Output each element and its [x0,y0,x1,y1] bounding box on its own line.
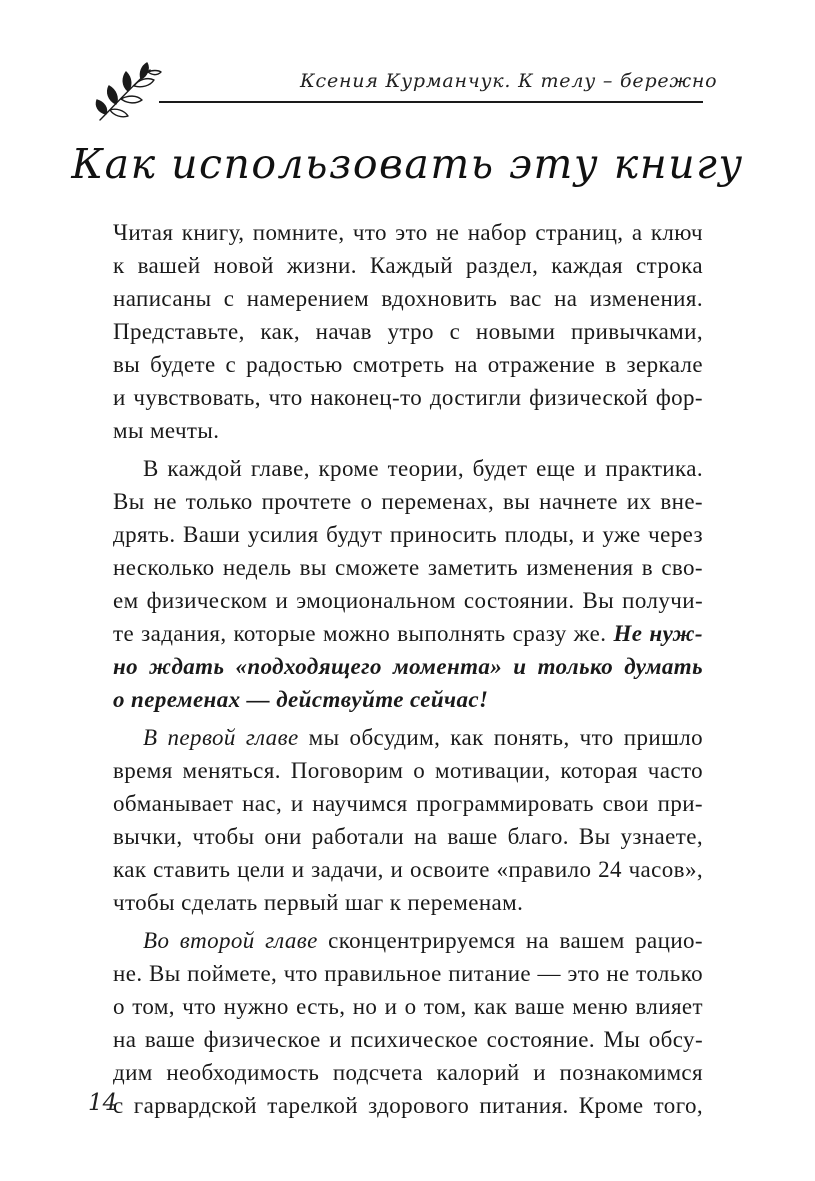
text-line: вычки, чтобы они работали на ваше благо. Вы узнаете, [113,824,703,849]
chapter-reference: В первой главе [143,725,299,750]
page-number: 14 [88,1090,118,1116]
text-line: дрять. Ваши усилия будут приносить плоды, и уже через [113,522,703,547]
text-line: вы будете с радостью смотреть на отражение в зеркале [113,352,703,377]
text-line: дим необходимость подсчета калорий и познакомимся [113,1060,703,1085]
text-line: несколько недель вы сможете заметить изменения в сво- [113,555,703,580]
text-line: чтобы сделать первый шаг к переменам. [113,890,524,915]
emphasis-text: Не нуж- [613,621,703,646]
text-line: как ставить цели и задачи, и освоите «правило 24 часов», [113,857,703,882]
chapter-reference: Во второй главе [143,928,318,953]
paragraph-2 [113,452,703,716]
text-line: и чувствовать, что наконец-то достигли физической фор- [113,385,703,410]
body-text [113,216,703,1127]
header-divider [159,101,703,103]
text-line: Читая книгу, помните, что это не набор страниц, а ключ [113,220,703,245]
text-line [113,721,703,754]
paragraph-4 [113,924,703,1122]
text-line [113,617,703,650]
text-line: написаны с намерением вдохновить вас на изменения. [113,286,703,311]
leaf-branch-icon [92,60,164,126]
text-line: время меняться. Поговорим о мотивации, которая часто [113,758,703,783]
text-line: обманывает нас, и научимся программировать свои при- [113,791,703,816]
text-line: на ваше физическое и психическое состояние. Мы обсу- [113,1027,703,1052]
text-line: с гарвардской тарелкой здорового питания. Кроме того, [113,1093,703,1118]
text-line: к вашей новой жизни. Каждый раздел, каждая строка [113,253,703,278]
text-line [113,924,703,957]
text-line: не. Вы поймете, что правильное питание — это не только [113,961,703,986]
chapter-title: Как использовать эту книгу [71,140,744,188]
text-run: сконцентрируемся на вашем рацио- [317,928,703,953]
emphasis-line: о переменах — действуйте сейчас! [113,687,489,712]
text-run: мы обсудим, как понять, что пришло [298,725,703,750]
text-line: Представьте, как, начав утро с новыми привычками, [113,319,703,344]
text-line: мы мечты. [113,418,220,443]
text-line: ем физическом и эмоциональном состоянии. Вы получи- [113,588,703,613]
running-header: Ксения Курманчук. К телу – бережно [300,70,718,92]
text-line: Вы не только прочтете о переменах, вы начнете их вне- [113,489,703,514]
paragraph-3 [113,721,703,919]
text-line: В каждой главе, кроме теории, будет еще и практика. [143,456,703,481]
emphasis-line: но ждать «подходящего момента» и только думать [113,654,703,679]
text-line: о том, что нужно есть, но и о том, как ваше меню влияет [113,994,703,1019]
paragraph-1 [113,216,703,447]
text-run: те задания, которые можно выполнять сразу же. [113,621,614,646]
